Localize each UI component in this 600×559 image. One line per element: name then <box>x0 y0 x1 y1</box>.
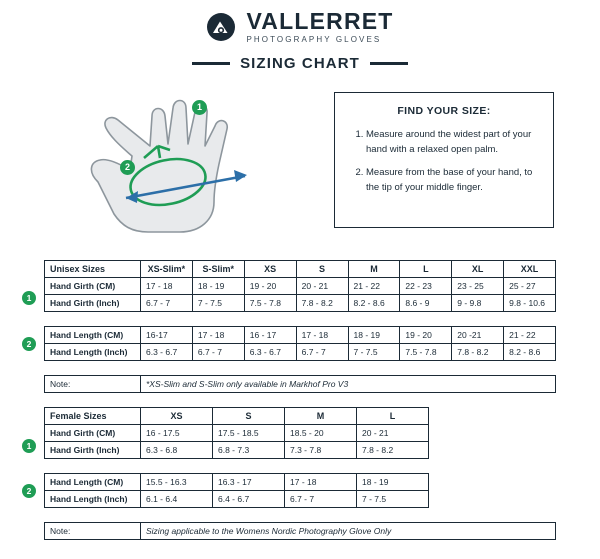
page-header <box>0 0 600 72</box>
table-row <box>45 295 556 312</box>
table-spacer-row <box>45 361 556 376</box>
find-your-size-steps <box>349 128 539 196</box>
cell: 17 - 18 <box>285 474 357 491</box>
cell: 23 - 25 <box>452 278 504 295</box>
cell: 16-17 <box>141 327 193 344</box>
brand-text <box>246 10 393 44</box>
table-row <box>45 425 556 442</box>
cell: 7.5 - 7.8 <box>244 295 296 312</box>
cell: 22 - 23 <box>400 278 452 295</box>
unisex-note-label: Note: <box>45 376 141 393</box>
cell: 6.4 - 6.7 <box>213 491 285 508</box>
cell: 18.5 - 20 <box>285 425 357 442</box>
female-spacer-cell <box>429 491 556 508</box>
unisex-col-xxl: XXL <box>504 261 556 278</box>
cell: 6.3 - 6.8 <box>141 442 213 459</box>
cell: 9.8 - 10.6 <box>504 295 556 312</box>
cell: 19 - 20 <box>244 278 296 295</box>
female-row-label-length-inch: Hand Length (Inch) <box>45 491 141 508</box>
cell: 6.7 - 7 <box>141 295 193 312</box>
female-spacer-cell <box>429 408 556 425</box>
brand-subtitle: PHOTOGRAPHY GLOVES <box>246 35 382 44</box>
female-corner-label: Female Sizes <box>45 408 141 425</box>
cell: 18 - 19 <box>348 327 400 344</box>
female-spacer-cell <box>429 442 556 459</box>
cell: 6.8 - 7.3 <box>213 442 285 459</box>
cell: 16 - 17.5 <box>141 425 213 442</box>
cell: 17 - 18 <box>141 278 193 295</box>
unisex-corner-label: Unisex Sizes <box>45 261 141 278</box>
table-row <box>45 278 556 295</box>
cell: 17 - 18 <box>192 327 244 344</box>
female-note-label: Note: <box>45 523 141 540</box>
cell: 16 - 17 <box>244 327 296 344</box>
cell: 20 - 21 <box>357 425 429 442</box>
unisex-col-s: S <box>296 261 348 278</box>
table-spacer-row <box>45 508 556 523</box>
table-header-row <box>45 408 556 425</box>
table-row <box>45 327 556 344</box>
cell: 17.5 - 18.5 <box>213 425 285 442</box>
female-length-badge: 2 <box>22 484 36 498</box>
brand-name: VALLERRET <box>246 8 394 34</box>
brand-lockup <box>0 10 600 44</box>
female-girth-badge: 1 <box>22 439 36 453</box>
find-step-2: 2. Measure from the base of your hand, to the tip of your middle finger. <box>366 166 539 195</box>
female-col-s: S <box>213 408 285 425</box>
female-row-label-girth-cm: Hand Girth (CM) <box>45 425 141 442</box>
cell: 7 - 7.5 <box>357 491 429 508</box>
find-your-size-title: FIND YOUR SIZE: <box>397 105 491 117</box>
female-spacer-cell <box>429 474 556 491</box>
cell: 7.8 - 8.2 <box>357 442 429 459</box>
cell: 18 - 19 <box>192 278 244 295</box>
chart-title-row <box>0 55 600 72</box>
cell: 9 - 9.8 <box>452 295 504 312</box>
illustration-badge-girth: 1 <box>192 100 207 115</box>
unisex-size-table-wrap <box>44 260 556 393</box>
table-row <box>45 344 556 361</box>
hand-illustration <box>40 86 310 251</box>
cell: 18 - 19 <box>357 474 429 491</box>
unisex-note-text: *XS-Slim and S-Slim only available in Markhof Pro V3 <box>141 376 556 393</box>
unisex-length-badge: 2 <box>22 337 36 351</box>
unisex-row-label-girth-inch: Hand Girth (Inch) <box>45 295 141 312</box>
cell: 6.7 - 7 <box>192 344 244 361</box>
cell: 7.3 - 7.8 <box>285 442 357 459</box>
table-row <box>45 442 556 459</box>
cell: 6.3 - 6.7 <box>244 344 296 361</box>
cell: 6.1 - 6.4 <box>141 491 213 508</box>
cell: 7 - 7.5 <box>348 344 400 361</box>
female-col-l: L <box>357 408 429 425</box>
cell: 15.5 - 16.3 <box>141 474 213 491</box>
title-rule-left <box>192 62 230 65</box>
cell: 7 - 7.5 <box>192 295 244 312</box>
cell: 8.2 - 8.6 <box>504 344 556 361</box>
cell: 20 -21 <box>452 327 504 344</box>
unisex-col-xs-slim: XS-Slim* <box>141 261 193 278</box>
cell: 16.3 - 17 <box>213 474 285 491</box>
female-size-table <box>44 407 556 540</box>
unisex-col-m: M <box>348 261 400 278</box>
female-note-row <box>45 523 556 540</box>
female-col-m: M <box>285 408 357 425</box>
cell: 6.7 - 7 <box>285 491 357 508</box>
table-row <box>45 474 556 491</box>
find-step-1: 1. Measure around the widest part of your hand with a relaxed open palm. <box>366 128 539 157</box>
table-header-row <box>45 261 556 278</box>
unisex-size-table <box>44 260 556 393</box>
cell: 25 - 27 <box>504 278 556 295</box>
cell: 19 - 20 <box>400 327 452 344</box>
cell: 8.6 - 9 <box>400 295 452 312</box>
unisex-row-label-length-inch: Hand Length (Inch) <box>45 344 141 361</box>
cell: 6.7 - 7 <box>296 344 348 361</box>
cell: 8.2 - 8.6 <box>348 295 400 312</box>
mountain-lens-logo-icon <box>206 12 236 42</box>
unisex-girth-badge: 1 <box>22 291 36 305</box>
table-spacer-row <box>45 459 556 474</box>
female-row-label-length-cm: Hand Length (CM) <box>45 474 141 491</box>
table-spacer-row <box>45 312 556 327</box>
unisex-col-l: L <box>400 261 452 278</box>
illustration-badge-length: 2 <box>120 160 135 175</box>
unisex-row-label-length-cm: Hand Length (CM) <box>45 327 141 344</box>
cell: 17 - 18 <box>296 327 348 344</box>
unisex-col-s-slim: S-Slim* <box>192 261 244 278</box>
female-row-label-girth-inch: Hand Girth (Inch) <box>45 442 141 459</box>
cell: 20 - 21 <box>296 278 348 295</box>
cell: 7.8 - 8.2 <box>296 295 348 312</box>
illustration-area <box>0 86 600 246</box>
find-your-size-box <box>334 92 554 228</box>
cell: 21 - 22 <box>504 327 556 344</box>
unisex-note-row <box>45 376 556 393</box>
table-row <box>45 491 556 508</box>
female-note-text: Sizing applicable to the Womens Nordic Photography Glove Only <box>141 523 556 540</box>
female-spacer-cell <box>429 425 556 442</box>
cell: 21 - 22 <box>348 278 400 295</box>
cell: 6.3 - 6.7 <box>141 344 193 361</box>
unisex-col-xs: XS <box>244 261 296 278</box>
unisex-row-label-girth-cm: Hand Girth (CM) <box>45 278 141 295</box>
unisex-col-xl: XL <box>452 261 504 278</box>
female-col-xs: XS <box>141 408 213 425</box>
female-size-table-wrap <box>44 407 556 540</box>
cell: 7.8 - 8.2 <box>452 344 504 361</box>
page-title: SIZING CHART <box>240 55 360 72</box>
cell: 7.5 - 7.8 <box>400 344 452 361</box>
title-rule-right <box>370 62 408 65</box>
